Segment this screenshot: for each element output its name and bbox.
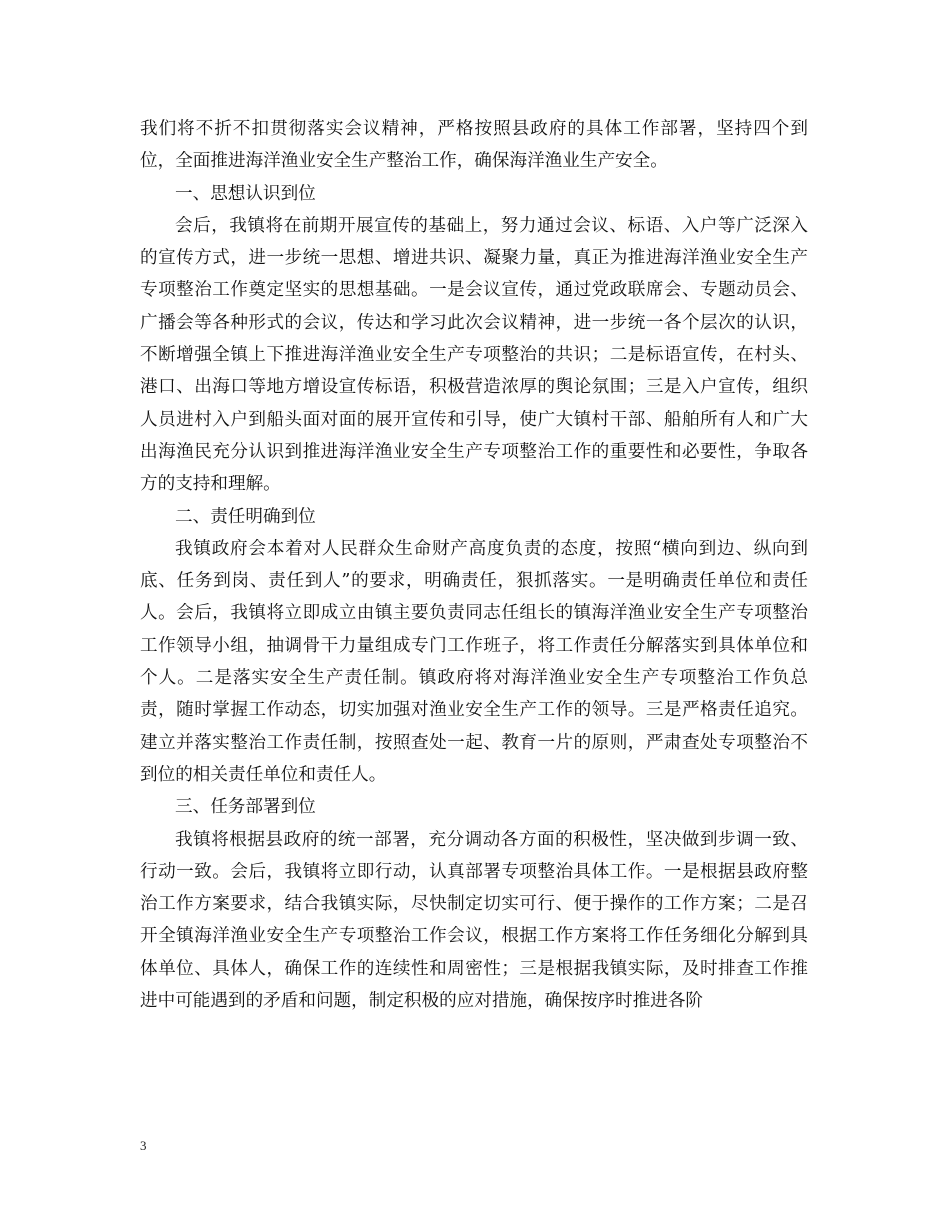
- section-heading-1: 一、思想认识到位: [175, 183, 316, 204]
- document-body: [140, 113, 808, 1017]
- section-heading-2: 二、责任明确到位: [175, 506, 316, 527]
- paragraph-section-3: 我镇将根据县政府的统一部署，充分调动各方面的积极性，坚决做到步调一致、行动一致。会后，我镇将立即行动，认真部署专项整治具体工作。一是根据县政府整治工作方案要求，结合我镇实际，尽快制定切实可行、便于操作的工作方案；二是召开全镇海洋渔业安全生产专项整治工作会议，根据工作方案将工作任务细化分解到具体单位、具体人，确保工作的连续性和周密性；三是根据我镇实际，及时排查工作推进中可能遇到的矛盾和问题，制定积极的应对措施，确保按序时推进各阶: [140, 829, 808, 1012]
- section-heading-3: 三、任务部署到位: [175, 797, 316, 818]
- paragraph-section-2: 我镇政府会本着对人民群众生命财产高度负责的态度，按照“横向到边、纵向到底、任务到岗、责任到人”的要求，明确责任，狠抓落实。一是明确责任单位和责任人。会后，我镇将立即成立由镇主要负责同志任组长的镇海洋渔业安全生产专项整治工作领导小组，抽调骨干力量组成专门工作班子，将工作责任分解落实到具体单位和个人。二是落实安全生产责任制。镇政府将对海洋渔业安全生产专项整治工作负总责，随时掌握工作动态，切实加强对渔业安全生产工作的领导。三是严格责任追究。建立并落实整治工作责任制，按照查处一起、教育一片的原则，严肃查处专项整治不到位的相关责任单位和责任人。: [140, 538, 808, 785]
- page-number: 3: [140, 1138, 147, 1153]
- paragraph-intro: 我们将不折不扣贯彻落实会议精神，严格按照县政府的具体工作部署，坚持四个到位，全面推进海洋渔业安全生产整治工作，确保海洋渔业生产安全。: [140, 119, 808, 172]
- paragraph-section-1: 会后，我镇将在前期开展宣传的基础上，努力通过会议、标语、入户等广泛深入的宣传方式，进一步统一思想、增进共识、凝聚力量，真正为推进海洋渔业安全生产专项整治工作奠定坚实的思想基础。一是会议宣传，通过党政联席会、专题动员会、广播会等各种形式的会议，传达和学习此次会议精神，进一步统一各个层次的认识，不断增强全镇上下推进海洋渔业安全生产专项整治的共识；二是标语宣传，在村头、港口、出海口等地方增设宣传标语，积极营造浓厚的舆论氛围；三是入户宣传，组织人员进村入户到船头面对面的展开宣传和引导，使广大镇村干部、船舶所有人和广大出海渔民充分认识到推进海洋渔业安全生产专项整治工作的重要性和必要性，争取各方的支持和理解。: [140, 215, 808, 495]
